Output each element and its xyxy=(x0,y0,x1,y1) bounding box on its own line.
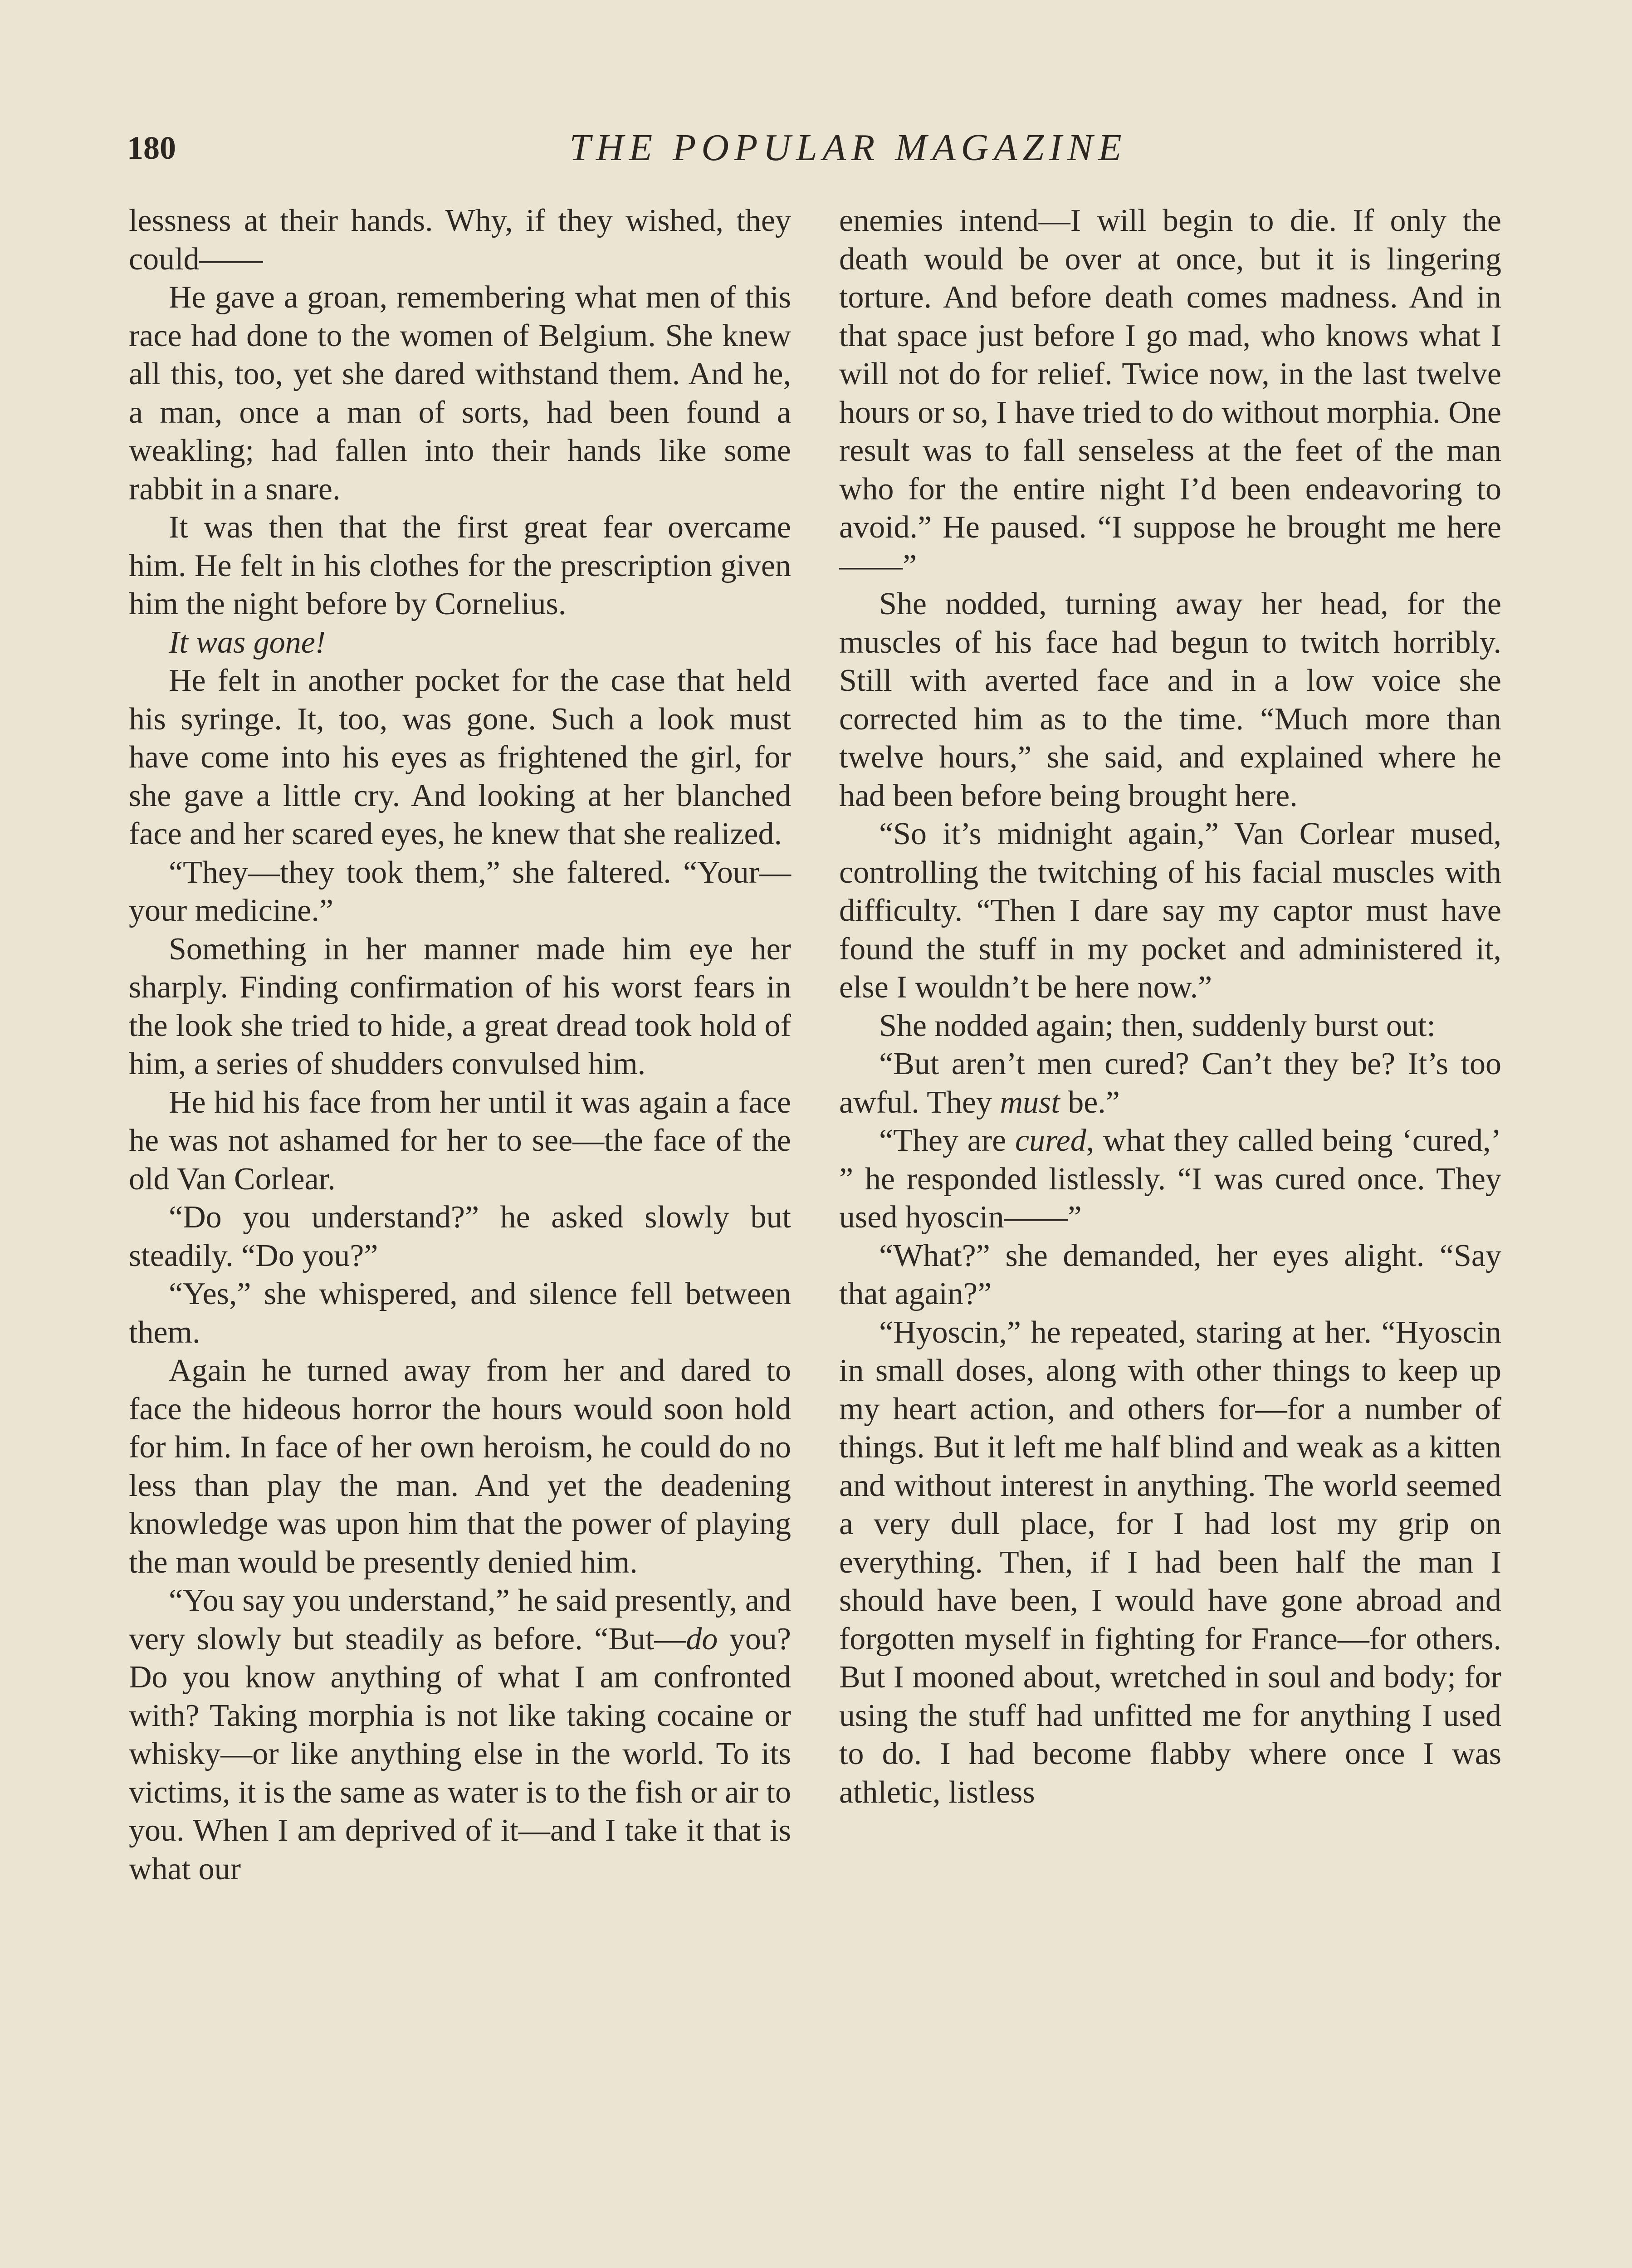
paragraph: “Yes,” she whispered, and silence fell between them. xyxy=(129,1276,791,1350)
paragraph: Something in her manner made him eye her sharply. Finding confirmation of his worst fears in the look she tried to hide, a great dread took hold of him, a series of shudders convulsed him. xyxy=(129,931,791,1081)
paragraph: He gave a groan, remembering what men of this race had done to the women of Belgium. She knew all this, too, yet she dared withstand them. And he, a man, once a man of sorts, had been found a weakling; had fallen into their hands like some rabbit in a snare. xyxy=(129,280,791,507)
paragraph: “Hyoscin,” he repeated, staring at her. “Hyoscin in small doses, along with other things to keep up my heart action, and others for—for a number of things. But it left me half blind and weak as a kitten and without interest in anything. The world seemed a very dull place, for I had lost my grip on everything. Then, if I had been half the man I should have been, I would have gone abroad and forgotten myself in fighting for France—for others. But I mooned about, wretched in soul and body; for using the stuff had unfitted me for anything I used to do. I had become flabby where once I was athletic, listless xyxy=(839,1315,1501,1810)
paragraph: “What?” she demanded, her eyes alight. “Say that again?” xyxy=(839,1238,1501,1311)
right-text-column xyxy=(839,202,1501,1812)
paragraph: “They are cured, what they called being ‘cured,’ ” he responded listlessly. “I was cured once. They used hyoscin——” xyxy=(839,1123,1501,1235)
paragraph: He hid his face from her until it was again a face he was not ashamed for her to see—the face of the old Van Corlear. xyxy=(129,1085,791,1197)
paragraph: “You say you understand,” he said presently, and very slowly but steadily as before. “But—do you? Do you know anything of what I am confronted with? Taking morphia is not like taking cocaine or whisky—or like anything else in the world. To its victims, it is the same as water is to the fish or air to you. When I am deprived of it—and I take it that is what our xyxy=(129,1583,791,1887)
paragraph: It was then that the first great fear overcame him. He felt in his clothes for the prescription given him the night before by Cornelius. xyxy=(129,510,791,621)
left-text-column xyxy=(129,202,791,1888)
page-number: 180 xyxy=(127,130,176,166)
paragraph: lessness at their hands. Why, if they wished, they could—— xyxy=(129,203,791,277)
paragraph: It was gone! xyxy=(169,625,326,660)
page-header xyxy=(127,129,1515,184)
paragraph: She nodded again; then, suddenly burst out: xyxy=(879,1008,1436,1043)
paragraph: “So it’s midnight again,” Van Corlear mused, controlling the twitching of his facial muscles with difficulty. “Then I dare say my captor must have found the stuff in my pocket and administered it, else I wouldn’t be here now.” xyxy=(839,816,1501,1005)
paragraph: “Do you understand?” he asked slowly but steadily. “Do you?” xyxy=(129,1200,791,1273)
paragraph: “But aren’t men cured? Can’t they be? It’s too awful. They must be.” xyxy=(839,1046,1501,1120)
paragraph: “They—they took them,” she faltered. “Your—your medicine.” xyxy=(129,855,791,928)
paragraph: He felt in another pocket for the case that held his syringe. It, too, was gone. Such a look must have come into his eyes as frightened the girl, for she gave a little cry. And looking at her blanched face and her scared eyes, he knew that she realized. xyxy=(129,663,791,851)
paragraph: enemies intend—I will begin to die. If only the death would be over at once, but it is lingering torture. And before death comes madness. And in that space just before I go mad, who knows what I will not do for relief. Twice now, in the last twelve hours or so, I have tried to do without morphia. One result was to fall senseless at the feet of the man who for the entire night I’d been endeavoring to avoid.” He paused. “I suppose he brought me here——” xyxy=(839,203,1501,583)
paragraph: She nodded, turning away her head, for the muscles of his face had begun to twitch horribly. Still with averted face and in a low voice she corrected him as to the time. “Much more than twelve hours,” she said, and explained where he had been before being brought here. xyxy=(839,587,1501,813)
magazine-title: THE POPULAR MAGAZINE xyxy=(569,127,1127,169)
paragraph: Again he turned away from her and dared to face the hideous horror the hours would soon hold for him. In face of her own heroism, he could do no less than play the man. And yet the deadening knowledge was upon him that the power of playing the man would be presently denied him. xyxy=(129,1353,791,1580)
